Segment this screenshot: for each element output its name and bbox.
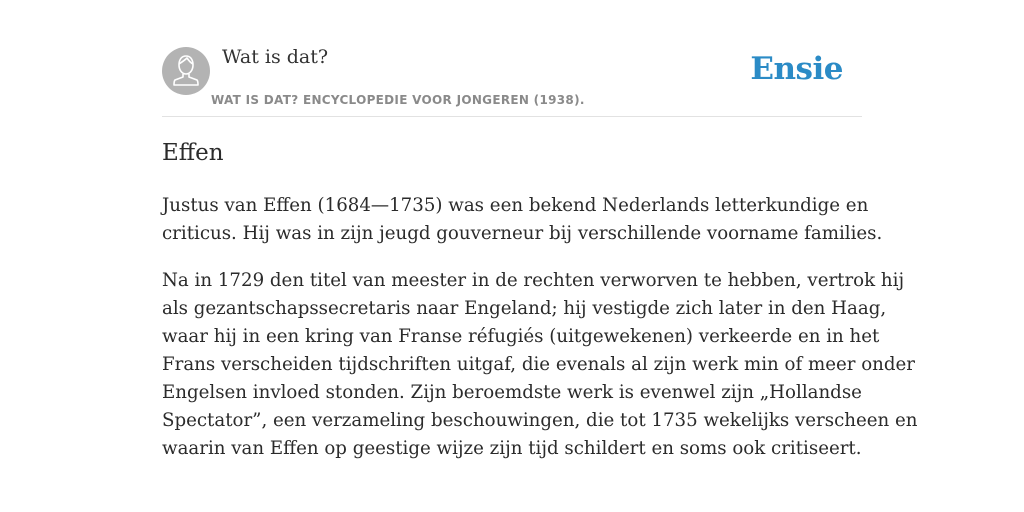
entry-paragraph-2 bbox=[162, 267, 918, 463]
source-header bbox=[162, 46, 862, 117]
paragraph-line: Na in 1729 den titel van meester in de rechten verworven te hebben, vertrok hij bbox=[162, 270, 905, 291]
paragraph-line: Justus van Effen (1684—1735) was een bekend Nederlands letterkundige en bbox=[162, 195, 869, 216]
paragraph-line: waar hij in een kring van Franse réfugiés (uitgewekenen) verkeerde en in het bbox=[162, 326, 880, 347]
entry-body bbox=[162, 192, 918, 482]
paragraph-line: als gezantschapssecretaris naar Engeland; hij vestigde zich later in den Haag, bbox=[162, 298, 887, 319]
source-title[interactable]: Wat is dat? bbox=[222, 46, 329, 68]
source-avatar[interactable] bbox=[162, 47, 210, 95]
source-subtitle[interactable]: WAT IS DAT? ENCYCLOPEDIE VOOR JONGEREN (1938). bbox=[211, 93, 585, 107]
paragraph-line: criticus. Hij was in zijn jeugd gouverneur bij verschillende voorname families. bbox=[162, 223, 883, 244]
paragraph-line: Frans verscheiden tijdschriften uitgaf, die evenals al zijn werk min of meer onder bbox=[162, 354, 915, 375]
paragraph-line: waarin van Effen op geestige wijze zijn tijd schildert en soms ook critiseert. bbox=[162, 438, 862, 459]
paragraph-line: Engelsen invloed stonden. Zijn beroemdste werk is evenwel zijn „Hollandse bbox=[162, 382, 862, 403]
paragraph-line: Spectator”, een verzameling beschouwingen, die tot 1735 wekelijks verscheen en bbox=[162, 410, 918, 431]
ensie-logo[interactable]: Ensie bbox=[750, 51, 843, 87]
entry-paragraph-1 bbox=[162, 192, 883, 248]
entry-title: Effen bbox=[162, 140, 224, 166]
user-icon bbox=[162, 47, 210, 95]
